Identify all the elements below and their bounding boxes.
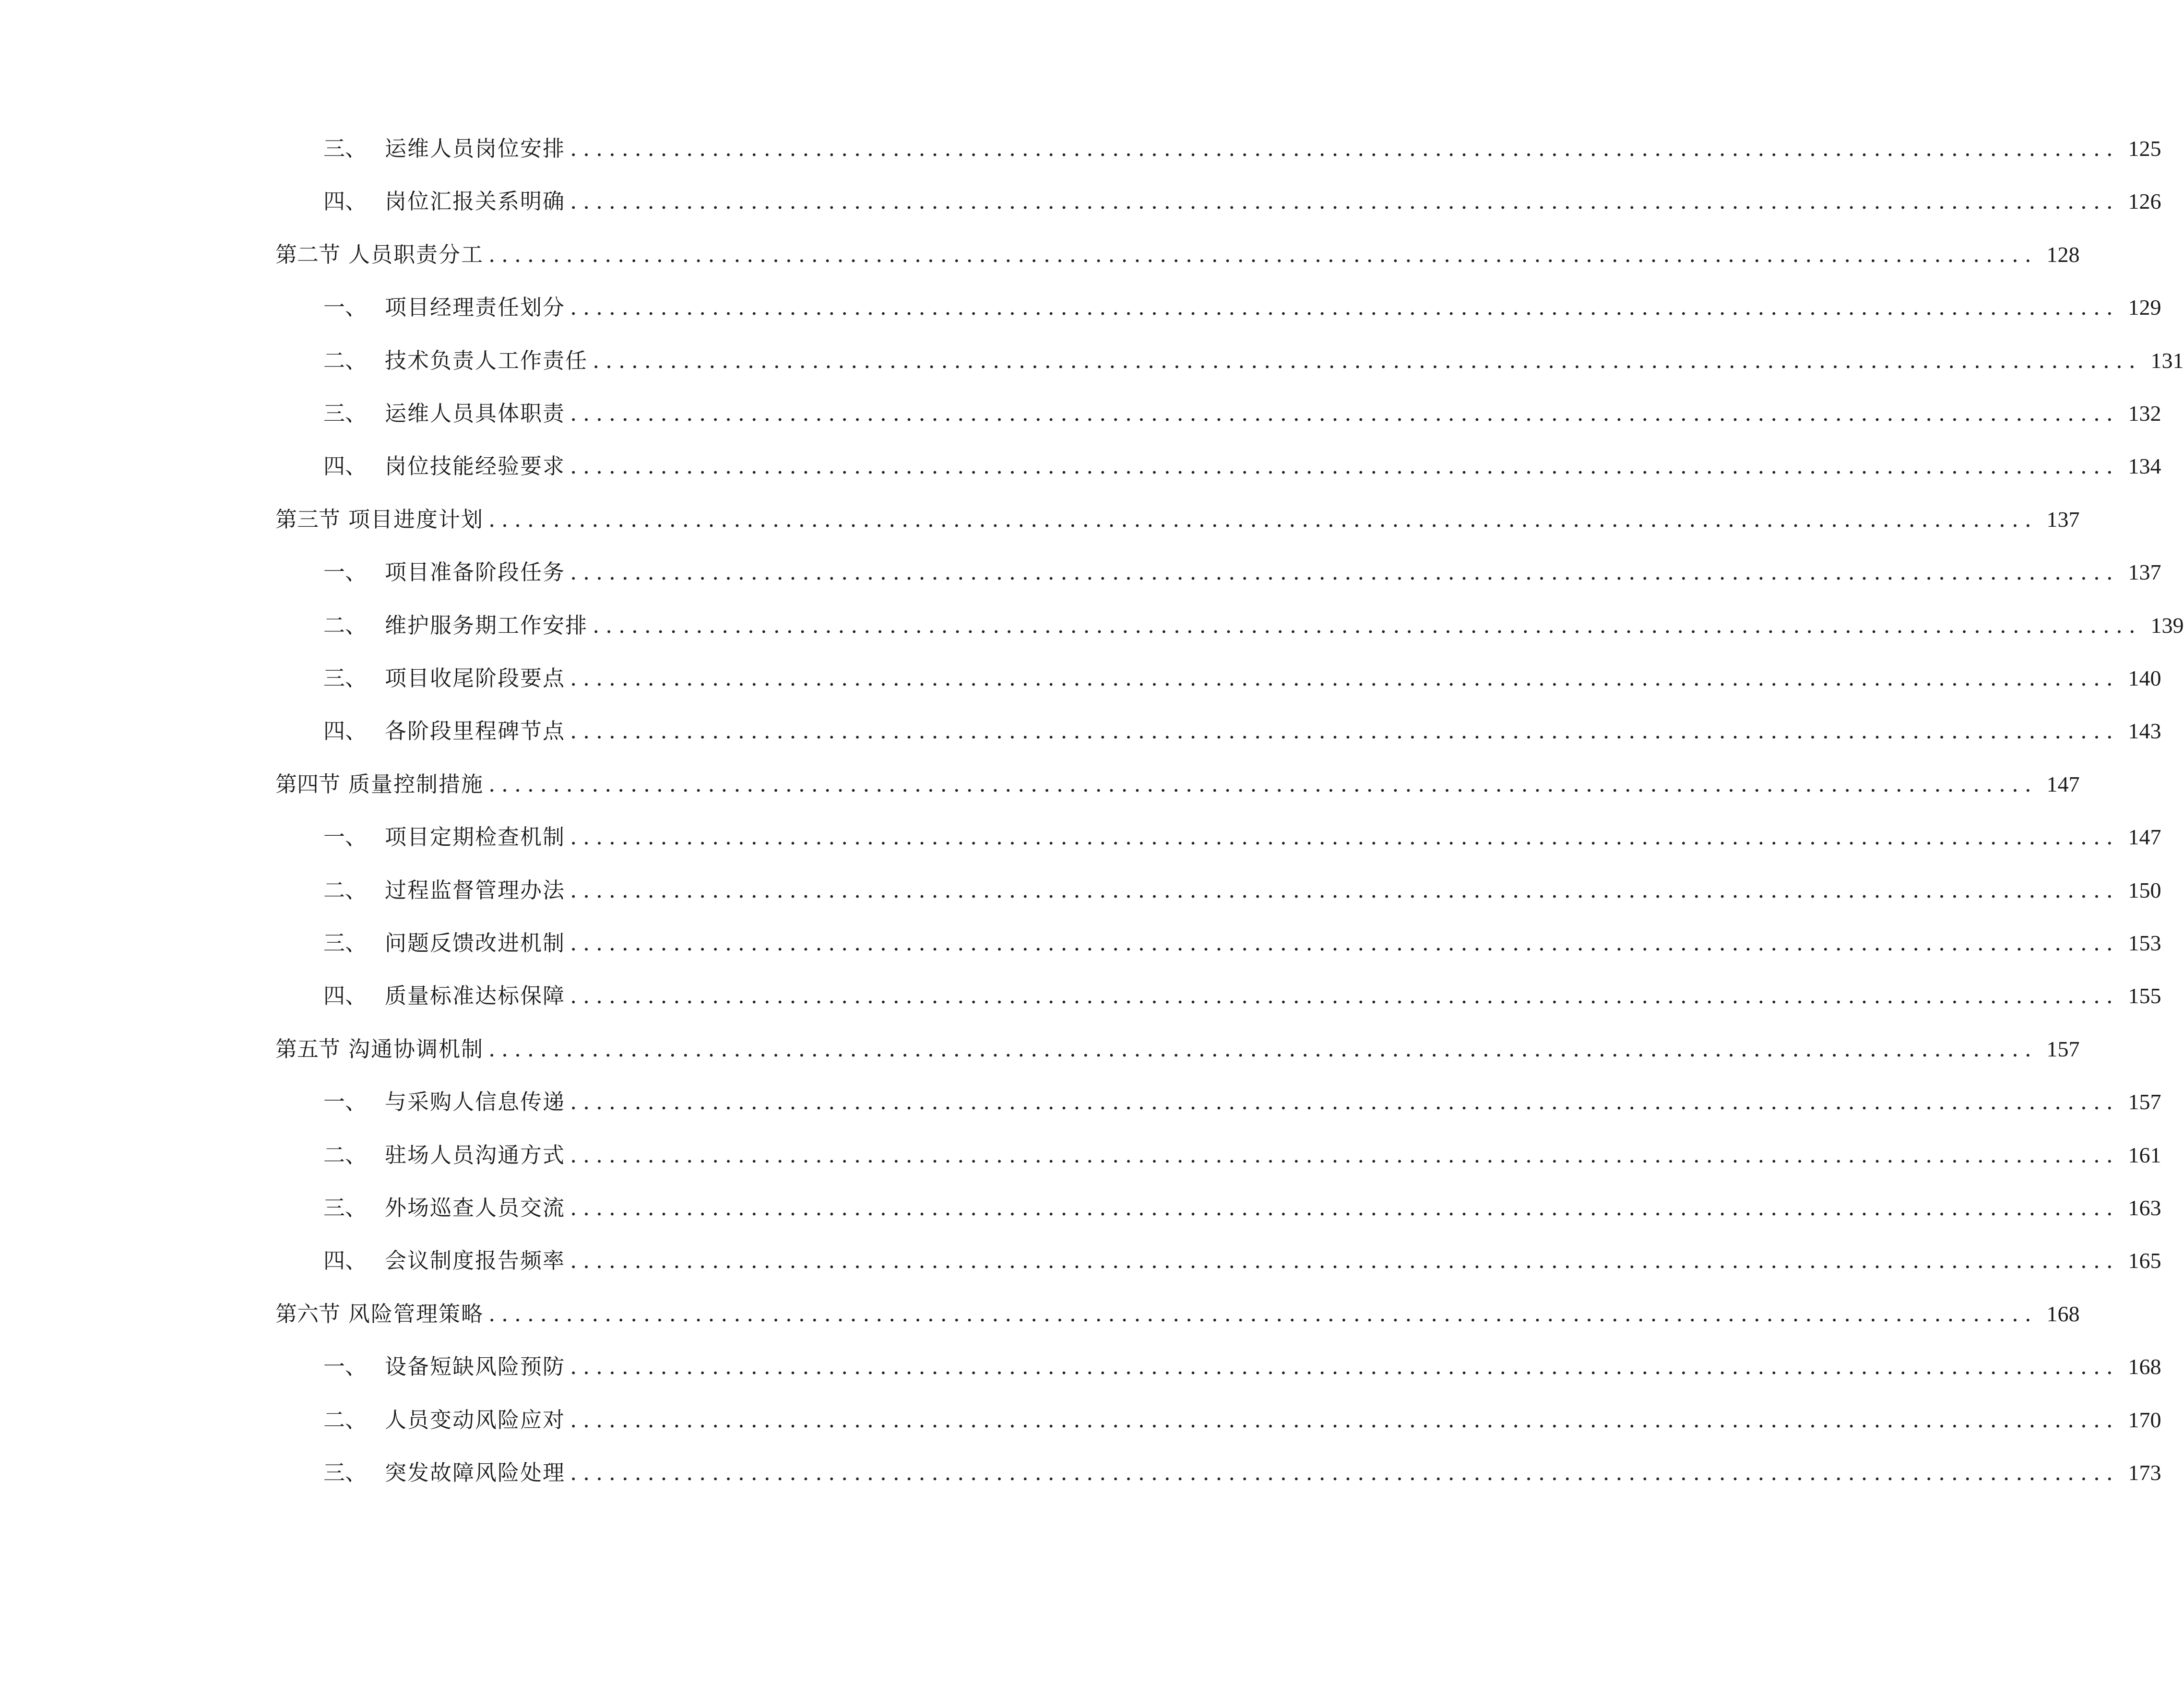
- toc-entry-page-number: 155: [2128, 984, 2161, 1008]
- toc-entry-number: 二、: [323, 347, 367, 373]
- toc-entry-number: 第四节: [275, 771, 341, 797]
- toc-dot-leader: ........................................................................................................................: [488, 1036, 2038, 1062]
- toc-entry-number: 一、: [323, 295, 367, 320]
- toc-entry-number: 三、: [323, 136, 367, 161]
- toc-entry-page-number: 168: [2046, 1301, 2080, 1326]
- toc-entry-title: 风险管理策略: [348, 1301, 484, 1327]
- toc-entry-title: 项目定期检查机制: [385, 824, 566, 850]
- toc-dot-leader: ........................................................................................................................: [570, 1089, 2119, 1115]
- toc-entry-page-number: 157: [2046, 1036, 2080, 1061]
- toc-section-entry[interactable]: [275, 1295, 2080, 1333]
- toc-dot-leader: ........................................................................................................................: [570, 1460, 2119, 1485]
- toc-entry-title: 技术负责人工作责任: [385, 347, 588, 373]
- toc-dot-leader: ........................................................................................................................: [593, 612, 2142, 638]
- toc-subsection-entry[interactable]: [323, 924, 2161, 962]
- toc-subsection-entry[interactable]: [323, 1401, 2161, 1439]
- toc-section-entry[interactable]: [275, 1030, 2080, 1068]
- toc-entry-page-number: 137: [2128, 560, 2161, 585]
- toc-entry-title: 与采购人信息传递: [385, 1089, 566, 1115]
- toc-entry-title: 项目收尾阶段要点: [385, 665, 566, 691]
- toc-entry-number: 一、: [323, 1354, 367, 1380]
- toc-entry-number: 一、: [323, 559, 367, 585]
- toc-entry-page-number: 139: [2150, 613, 2184, 638]
- toc-entry-number: 四、: [323, 189, 367, 214]
- toc-dot-leader: ........................................................................................................................: [570, 1248, 2119, 1274]
- toc-section-entry[interactable]: [275, 500, 2080, 539]
- toc-entry-page-number: 168: [2128, 1354, 2161, 1379]
- toc-entry-number: 三、: [323, 1460, 367, 1485]
- toc-entry-number: 第三节: [275, 506, 341, 532]
- toc-entry-number: 二、: [323, 1407, 367, 1433]
- toc-dot-leader: ........................................................................................................................: [570, 930, 2119, 956]
- toc-dot-leader: ........................................................................................................................: [570, 1195, 2119, 1221]
- toc-entry-title: 会议制度报告频率: [385, 1248, 566, 1274]
- toc-entry-page-number: 147: [2046, 771, 2080, 796]
- toc-entry-title: 项目准备阶段任务: [385, 559, 566, 585]
- toc-entry-title: 外场巡查人员交流: [385, 1195, 566, 1221]
- toc-entry-number: 二、: [323, 1142, 367, 1168]
- toc-entry-title: 设备短缺风险预防: [385, 1354, 566, 1380]
- toc-subsection-entry[interactable]: [323, 1348, 2161, 1386]
- toc-entry-page-number: 143: [2128, 719, 2161, 744]
- toc-entry-title: 人员变动风险应对: [385, 1407, 566, 1433]
- toc-entry-page-number: 140: [2128, 666, 2161, 690]
- toc-entry-title: 岗位汇报关系明确: [385, 189, 566, 214]
- toc-entry-title: 过程监督管理办法: [385, 877, 566, 903]
- toc-entry-page-number: 150: [2128, 877, 2161, 902]
- toc-entry-title: 问题反馈改进机制: [385, 930, 566, 956]
- toc-subsection-entry[interactable]: [323, 394, 2161, 433]
- toc-entry-page-number: 161: [2128, 1142, 2161, 1167]
- toc-entry-number: 四、: [323, 453, 367, 479]
- toc-dot-leader: ........................................................................................................................: [488, 241, 2038, 267]
- toc-entry-number: 四、: [323, 1248, 367, 1274]
- toc-entry-page-number: 131: [2150, 348, 2184, 373]
- toc-dot-leader: ........................................................................................................................: [488, 506, 2038, 532]
- toc-entry-number: 二、: [323, 877, 367, 903]
- toc-subsection-entry[interactable]: [323, 342, 2184, 380]
- toc-entry-title: 质量标准达标保障: [385, 983, 566, 1009]
- toc-subsection-entry[interactable]: [323, 1083, 2161, 1121]
- toc-subsection-entry[interactable]: [323, 871, 2161, 910]
- toc-dot-leader: ........................................................................................................................: [570, 1142, 2119, 1168]
- toc-subsection-entry[interactable]: [323, 1454, 2161, 1492]
- toc-dot-leader: ........................................................................................................................: [570, 1354, 2119, 1380]
- toc-entry-number: 三、: [323, 665, 367, 691]
- toc-entry-page-number: 126: [2128, 189, 2161, 214]
- toc-dot-leader: ........................................................................................................................: [570, 189, 2119, 214]
- toc-subsection-entry[interactable]: [323, 130, 2161, 168]
- toc-subsection-entry[interactable]: [323, 977, 2161, 1015]
- toc-dot-leader: ........................................................................................................................: [570, 453, 2119, 479]
- toc-dot-leader: ........................................................................................................................: [570, 401, 2119, 426]
- toc-entry-page-number: 163: [2128, 1196, 2161, 1220]
- toc-entry-page-number: 134: [2128, 454, 2161, 479]
- toc-dot-leader: ........................................................................................................................: [570, 559, 2119, 585]
- toc-entry-page-number: 132: [2128, 401, 2161, 426]
- toc-dot-leader: ........................................................................................................................: [593, 347, 2142, 373]
- toc-entry-title: 维护服务期工作安排: [385, 612, 588, 638]
- toc-entry-number: 二、: [323, 612, 367, 638]
- toc-entry-page-number: 128: [2046, 242, 2080, 267]
- toc-dot-leader: ........................................................................................................................: [488, 771, 2038, 797]
- toc-dot-leader: ........................................................................................................................: [570, 1407, 2119, 1433]
- toc-section-entry[interactable]: [275, 765, 2080, 804]
- toc-entry-title: 项目进度计划: [348, 506, 484, 532]
- toc-entry-number: 第六节: [275, 1301, 341, 1327]
- toc-entry-title: 项目经理责任划分: [385, 295, 566, 320]
- toc-dot-leader: ........................................................................................................................: [570, 718, 2119, 744]
- toc-entry-page-number: 173: [2128, 1460, 2161, 1485]
- toc-entry-number: 一、: [323, 1089, 367, 1115]
- toc-entry-number: 第二节: [275, 241, 341, 267]
- toc-dot-leader: ........................................................................................................................: [570, 983, 2119, 1009]
- toc-dot-leader: ........................................................................................................................: [570, 824, 2119, 850]
- toc-dot-leader: ........................................................................................................................: [570, 295, 2119, 320]
- toc-subsection-entry[interactable]: [323, 1136, 2161, 1174]
- toc-entry-number: 第五节: [275, 1036, 341, 1062]
- toc-subsection-entry[interactable]: [323, 1189, 2161, 1227]
- toc-subsection-entry[interactable]: [323, 659, 2161, 698]
- toc-entry-title: 人员职责分工: [348, 241, 484, 267]
- toc-entry-number: 三、: [323, 930, 367, 956]
- toc-dot-leader: ........................................................................................................................: [570, 136, 2119, 161]
- toc-entry-title: 运维人员具体职责: [385, 401, 566, 426]
- toc-subsection-entry[interactable]: [323, 447, 2161, 486]
- toc-subsection-entry[interactable]: [323, 288, 2161, 327]
- toc-entry-title: 岗位技能经验要求: [385, 453, 566, 479]
- toc-subsection-entry[interactable]: [323, 606, 2184, 645]
- toc-entry-number: 三、: [323, 1195, 367, 1221]
- toc-entry-page-number: 137: [2046, 507, 2080, 532]
- toc-dot-leader: ........................................................................................................................: [570, 665, 2119, 691]
- toc-entry-title: 沟通协调机制: [348, 1036, 484, 1062]
- toc-entry-title: 质量控制措施: [348, 771, 484, 797]
- toc-entry-title: 突发故障风险处理: [385, 1460, 566, 1485]
- toc-entry-page-number: 147: [2128, 825, 2161, 850]
- toc-entry-page-number: 170: [2128, 1407, 2161, 1432]
- toc-subsection-entry[interactable]: [323, 553, 2161, 592]
- toc-entry-page-number: 125: [2128, 136, 2161, 161]
- toc-entry-number: 一、: [323, 824, 367, 850]
- toc-section-entry[interactable]: [275, 236, 2080, 274]
- toc-subsection-entry[interactable]: [323, 182, 2161, 221]
- toc-entry-title: 运维人员岗位安排: [385, 136, 566, 161]
- toc-entry-number: 四、: [323, 983, 367, 1009]
- toc-subsection-entry[interactable]: [323, 712, 2161, 750]
- toc-subsection-entry[interactable]: [323, 818, 2161, 856]
- toc-entry-number: 三、: [323, 401, 367, 426]
- toc-dot-leader: ........................................................................................................................: [488, 1301, 2038, 1327]
- toc-entry-title: 各阶段里程碑节点: [385, 718, 566, 744]
- toc-entry-page-number: 157: [2128, 1090, 2161, 1114]
- toc-entry-title: 驻场人员沟通方式: [385, 1142, 566, 1168]
- toc-entry-page-number: 153: [2128, 931, 2161, 955]
- toc-entry-page-number: 165: [2128, 1248, 2161, 1273]
- toc-entry-page-number: 129: [2128, 295, 2161, 320]
- toc-entry-number: 四、: [323, 718, 367, 744]
- toc-subsection-entry[interactable]: [323, 1242, 2161, 1280]
- toc-dot-leader: ........................................................................................................................: [570, 877, 2119, 903]
